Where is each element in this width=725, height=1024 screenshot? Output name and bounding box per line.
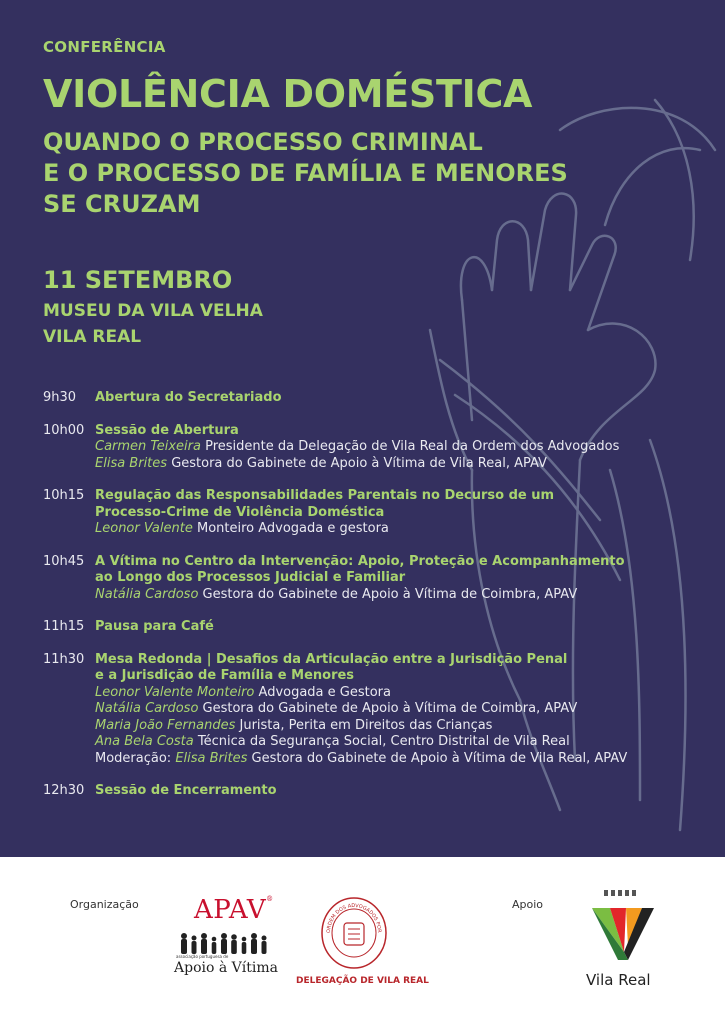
program-time: 10h00	[43, 422, 85, 438]
seal-ring-text: ORDEM DOS ADVOGADOS POR	[325, 902, 383, 934]
speaker-name: Natália Cardoso	[95, 586, 199, 602]
speaker-name: Leonor Valente Monteiro	[95, 684, 255, 700]
speaker-role: Monteiro Advogada e gestora	[192, 521, 389, 536]
program-time: 10h15	[43, 488, 85, 503]
program-schedule	[43, 390, 713, 816]
program-title: Sessão de Abertura	[95, 422, 239, 438]
event-venue	[43, 298, 263, 350]
subtitle-line: SE CRUZAM	[43, 190, 201, 218]
speaker-name: Carmen Teixeira	[95, 439, 201, 454]
program-title: Processo-Crime de Violência Doméstica	[95, 504, 385, 520]
subtitle-line: E O PROCESSO DE FAMÍLIA E MENORES	[43, 159, 568, 187]
organization-label: Organização	[70, 898, 139, 911]
support-label: Apoio	[512, 898, 544, 911]
speaker-line	[95, 734, 713, 751]
program-item	[43, 390, 713, 407]
speaker-name: Leonor Valente	[95, 521, 193, 536]
program-item	[43, 423, 713, 473]
speaker-line	[95, 456, 713, 473]
program-title: Abertura do Secretariado	[95, 390, 282, 405]
program-title: Mesa Redonda | Desafios da Articulação entre a Jurisdição Penal	[95, 651, 568, 667]
program-time: 12h30	[43, 783, 85, 798]
speaker-line	[95, 439, 713, 456]
apav-tagline: Apoio à Vítima	[174, 960, 278, 976]
vila-real-emblem-icon	[588, 890, 658, 968]
apav-subtext: associação portuguesa de	[176, 954, 229, 959]
program-time: 9h30	[43, 390, 77, 405]
ordem-delegation-label: DELEGAÇÃO DE VILA REAL	[296, 976, 429, 986]
speaker-line	[95, 685, 713, 702]
program-time: 11h15	[43, 619, 85, 634]
speaker-role: Jurista, Perita em Direitos das Crianças	[235, 717, 493, 733]
ordem-seal-icon	[320, 896, 388, 970]
venue-city: VILA REAL	[43, 327, 142, 347]
speaker-role: Gestora do Gabinete de Apoio à Vítima de Vila Real, APAV	[167, 455, 547, 471]
speaker-name: Ana Bela Costa	[95, 734, 194, 749]
subtitle-line: QUANDO O PROCESSO CRIMINAL	[43, 128, 483, 156]
program-title: Sessão de Encerramento	[95, 783, 277, 798]
speaker-role: Técnica da Segurança Social, Centro Distrital de Vila Real	[193, 734, 570, 749]
apav-wordmark: APAV®	[194, 895, 274, 925]
program-title: ao Longo dos Processos Judicial e Familiar	[95, 570, 406, 585]
speaker-role: Gestora do Gabinete de Apoio à Vítima de Coimbra, APAV	[198, 586, 578, 602]
speaker-name: Elisa Brites	[95, 455, 168, 471]
program-title: Regulação das Responsabilidades Parentais no Decurso de um	[95, 488, 555, 503]
speaker-name: Natália Cardoso	[95, 701, 199, 716]
program-item	[43, 554, 713, 604]
speaker-role: Gestora do Gabinete de Apoio à Vítima de Coimbra, APAV	[198, 701, 578, 716]
speaker-role: Advogada e Gestora	[254, 684, 391, 700]
speaker-name: Maria João Fernandes	[95, 717, 236, 733]
speaker-role: Presidente da Delegação de Vila Real da Ordem dos Advogados	[200, 439, 620, 454]
program-title: e a Jurisdição de Família e Menores	[95, 668, 355, 683]
program-item	[43, 652, 713, 768]
program-title: Pausa para Café	[95, 619, 214, 634]
program-time: 11h30	[43, 651, 85, 667]
speaker-line	[95, 718, 713, 735]
speaker-line	[95, 751, 713, 768]
program-time: 10h45	[43, 553, 85, 569]
speaker-role: Gestora do Gabinete de Apoio à Vítima de Vila Real, APAV	[247, 750, 628, 766]
speaker-name: Elisa Brites	[175, 750, 248, 766]
people-silhouettes-icon	[178, 932, 270, 954]
event-type-label: CONFERÊNCIA	[43, 38, 166, 56]
event-date: 11 SETEMBRO	[43, 266, 233, 294]
vila-real-label: Vila Real	[586, 971, 651, 989]
speaker-line	[95, 587, 713, 604]
moderator-prefix: Moderação:	[95, 750, 176, 766]
venue-name: MUSEU DA VILA VELHA	[43, 301, 263, 321]
speaker-line	[95, 701, 713, 718]
program-item	[43, 619, 713, 636]
program-item	[43, 488, 713, 538]
speaker-line	[95, 521, 713, 538]
conference-subtitle	[43, 127, 568, 220]
program-title: A Vítima no Centro da Intervenção: Apoio, Proteção e Acompanhamento	[95, 553, 625, 569]
program-item	[43, 783, 713, 800]
svg-text:ORDEM DOS ADVOGADOS PORTUGUESE	[320, 896, 382, 933]
conference-title: VIOLÊNCIA DOMÉSTICA	[43, 72, 533, 116]
